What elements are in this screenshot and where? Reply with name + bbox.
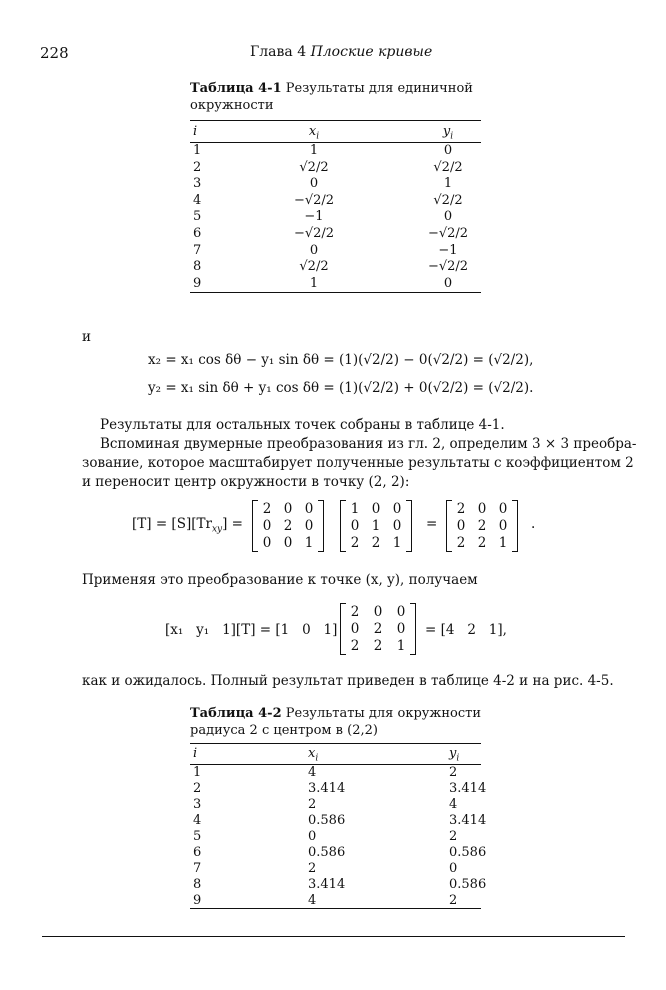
matrix-cell: 0 — [396, 604, 406, 620]
matrix-cell: 1 — [371, 518, 381, 534]
matrix-cell: 0 — [396, 621, 406, 637]
table2-cell: 2 — [308, 797, 317, 812]
table1-caption-line1: Результаты для единичной — [285, 81, 473, 96]
table1-cell: 1 — [309, 143, 319, 158]
matrix-cell: 0 — [498, 518, 508, 534]
table1-cell: −1 — [304, 209, 324, 225]
matrix-cell: 2 — [373, 638, 383, 654]
table1-bottom-rule — [190, 292, 481, 293]
table2-cell: 1 — [193, 765, 202, 780]
table1-cell: 5 — [193, 209, 202, 225]
matrix-cell: 2 — [456, 501, 466, 517]
matrix-cell: 0 — [350, 518, 360, 534]
table2-cell: 0.586 — [308, 845, 346, 860]
table2-cell: 3.414 — [308, 781, 346, 796]
running-head-chapter: Глава 4 — [250, 44, 307, 60]
matrix-cell: 1 — [498, 535, 508, 551]
table2-cell: 2 — [449, 829, 458, 844]
table2-cell: 2 — [449, 893, 458, 908]
table1-cell: −1 — [438, 242, 458, 258]
table2-header-y: $y_i$ — [449, 746, 460, 764]
matrix-cell: 2 — [283, 518, 293, 534]
table2-header-x: $x_i$ — [308, 746, 319, 764]
table1-cell: √2/2 — [299, 259, 329, 275]
table2-caption — [190, 705, 490, 739]
table1-cell: 9 — [193, 275, 202, 291]
matrix-cell: 0 — [304, 518, 314, 534]
table2-cell: 4 — [308, 765, 317, 780]
matrix-cell: 0 — [262, 535, 272, 551]
matrix-Tr — [340, 500, 412, 552]
table2-header-i: i — [193, 746, 198, 761]
equation-x2: x₂ = x₁ cos δθ − y₁ sin δθ = (1)(√2/2) − 0(√2/2) = (√2/2), — [148, 352, 534, 368]
matrix-cell: 0 — [498, 501, 508, 517]
matrix-cell: 2 — [456, 535, 466, 551]
matrix-cell: 0 — [392, 518, 402, 534]
matrix-T-apply — [340, 603, 416, 655]
table1-cell: −√2/2 — [427, 259, 469, 275]
page-number: 228 — [40, 44, 69, 62]
matrix-cell: 0 — [283, 535, 293, 551]
table2-cell: 4 — [449, 797, 458, 812]
table1-cell: 1 — [309, 275, 319, 291]
matrix-cell: 0 — [373, 604, 383, 620]
table2-cell: 2 — [449, 765, 458, 780]
table1-cell: 1 — [193, 143, 202, 158]
table2-cell: 2 — [308, 861, 317, 876]
table2-cell: 7 — [193, 861, 202, 876]
conjunction-and: и — [82, 329, 91, 345]
matrix-equals: = — [426, 516, 438, 532]
table2-cell: 4 — [193, 813, 202, 828]
matrix-cell: 2 — [262, 501, 272, 517]
apply-rhs: = [4 2 1], — [425, 622, 507, 638]
table1-cell: √2/2 — [299, 159, 329, 175]
table1-cell: 0 — [443, 143, 453, 158]
table2-cell: 0.586 — [308, 813, 346, 828]
matrix-cell: 1 — [350, 501, 360, 517]
table1-top-rule — [190, 120, 481, 121]
table2-cell: 4 — [308, 893, 317, 908]
matrix-equation-lhs: $[T] = [S][Tr_{xy}]$ = — [132, 516, 243, 535]
table1-header-x: $x_i$ — [308, 124, 320, 142]
apply-lhs: [x₁ y₁ 1][T] = [1 0 1] — [165, 622, 338, 638]
table2-cell: 5 — [193, 829, 202, 844]
table2-header-rule — [190, 764, 481, 765]
table1-cell: −√2/2 — [293, 226, 335, 241]
table2-cell: 3.414 — [449, 781, 487, 796]
table1-caption — [190, 80, 490, 114]
table1-caption-line2: окружности — [190, 98, 274, 113]
running-head-title: Плоские кривые — [310, 44, 433, 60]
matrix-cell: 2 — [350, 604, 360, 620]
table1-cell: 0 — [443, 275, 453, 291]
table1-cell: 2 — [193, 159, 202, 175]
table2-cell: 6 — [193, 845, 202, 860]
table2-caption-line1: Результаты для окружности — [285, 706, 482, 721]
paragraph-1: Результаты для остальных точек собраны в таблице 4-1. — [100, 417, 505, 433]
table2-label: Таблица 4-2 — [190, 706, 282, 721]
matrix-cell: 2 — [477, 535, 487, 551]
paragraph-2-line-1: Вспоминая двумерные преобразования из гл. 2, определим 3 × 3 преобра- — [100, 436, 637, 452]
matrix-cell: 0 — [392, 501, 402, 517]
matrix-cell: 0 — [350, 621, 360, 637]
equation-y2: y₂ = x₁ sin δθ + y₁ cos δθ = (1)(√2/2) + 0(√2/2) = (√2/2). — [148, 380, 534, 396]
table2-cell: 3.414 — [308, 877, 346, 892]
table1-cell: √2/2 — [433, 192, 463, 208]
matrix-cell: 1 — [304, 535, 314, 551]
table2-cell: 8 — [193, 877, 202, 892]
table2-cell: 0.586 — [449, 877, 487, 892]
table1-header-i: i — [193, 124, 198, 139]
table2-cell: 0.586 — [449, 845, 487, 860]
matrix-S — [252, 500, 324, 552]
table1-cell: −√2/2 — [427, 226, 469, 241]
matrix-period: . — [531, 516, 536, 532]
apply-text: Применяя это преобразование к точке (x, y), получаем — [82, 572, 478, 588]
table2-cell: 2 — [193, 781, 202, 796]
running-head — [250, 44, 432, 60]
table2-top-rule — [190, 743, 481, 744]
conclusion-text: как и ожидалось. Полный результат приведен в таблице 4-2 и на рис. 4-5. — [82, 673, 614, 689]
table2-cell: 9 — [193, 893, 202, 908]
table1-cell: 0 — [309, 242, 319, 258]
table2-cell: 0 — [308, 829, 317, 844]
table1-cell: 7 — [193, 242, 202, 258]
table1-cell: 3 — [193, 176, 202, 192]
page-bottom-rule — [42, 936, 625, 937]
paragraph-2-line-3: и переносит центр окружности в точку (2, 2): — [82, 474, 410, 490]
table1-cell: 0 — [309, 176, 319, 192]
table2-cell: 0 — [449, 861, 458, 876]
matrix-cell: 2 — [477, 518, 487, 534]
matrix-cell: 1 — [396, 638, 406, 654]
table1-cell: 4 — [193, 192, 202, 208]
matrix-cell: 1 — [392, 535, 402, 551]
table1-cell: −√2/2 — [293, 192, 335, 208]
matrix-cell: 0 — [456, 518, 466, 534]
table2-cell: 3 — [193, 797, 202, 812]
matrix-cell: 0 — [262, 518, 272, 534]
matrix-cell: 2 — [373, 621, 383, 637]
table1-cell: 0 — [443, 209, 453, 225]
matrix-cell: 2 — [350, 535, 360, 551]
table1-label: Таблица 4-1 — [190, 81, 282, 96]
matrix-cell: 2 — [350, 638, 360, 654]
matrix-cell: 0 — [304, 501, 314, 517]
table2-cell: 3.414 — [449, 813, 487, 828]
table2-bottom-rule — [190, 908, 481, 909]
matrix-cell: 2 — [371, 535, 381, 551]
table2-caption-line2: радиуса 2 с центром в (2,2) — [190, 723, 378, 738]
table1-header-y: $y_i$ — [442, 124, 454, 142]
table1-cell: √2/2 — [433, 159, 463, 175]
matrix-cell: 0 — [371, 501, 381, 517]
matrix-T — [446, 500, 518, 552]
matrix-cell: 0 — [283, 501, 293, 517]
table1-cell: 8 — [193, 259, 202, 275]
matrix-cell: 0 — [477, 501, 487, 517]
paragraph-2-line-2: зование, которое масштабирует полученные результаты с коэффициентом 2 — [82, 455, 634, 471]
table1-cell: 1 — [443, 176, 453, 192]
table1-cell: 6 — [193, 226, 202, 241]
